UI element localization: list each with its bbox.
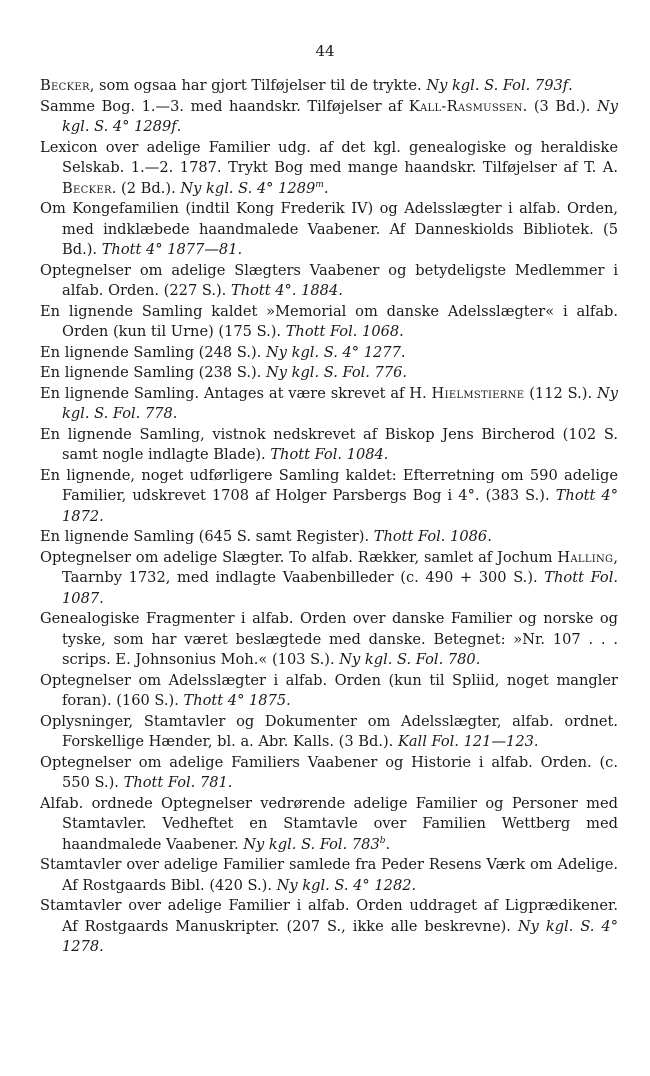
catalog-entry: [40, 712, 618, 753]
shelfmark: f: [562, 77, 569, 94]
person-name: Kall-Rasmussen: [408, 97, 523, 115]
entry-text: .: [568, 77, 573, 94]
catalog-entry: [40, 363, 618, 384]
catalog-entry: [40, 794, 618, 856]
entry-text: .: [176, 118, 182, 135]
catalog-entry: [40, 466, 618, 528]
catalog-entry: [40, 548, 618, 610]
shelfmark: Thott Fol. 1087.: [62, 569, 618, 607]
entry-text: En lignende Samling kaldet »Memorial om danske Adelsslægter« i alfab. Orden (kun til Urne) (175 S.).: [40, 302, 618, 340]
shelfmark: Thott Fol. 1086.: [373, 528, 492, 545]
catalog-entry: [40, 343, 618, 364]
shelfmark: Ny kgl. S. 4° 1278.: [62, 917, 618, 955]
shelfmark-superscript: b: [379, 835, 386, 846]
shelfmark: Ny kgl. S. 4° 1289: [180, 179, 316, 197]
entry-text: Om Kongefamilien (indtil Kong Frederik IV) og Adelsslægter i alfab. Orden, med indklæbede haandmalede Vaabener. Af Danneskiolds Bibliotek. (5 Bd.).: [40, 200, 618, 258]
catalog-entry: [40, 425, 618, 466]
person-name: Becker: [40, 77, 90, 94]
catalog-entry: [40, 527, 618, 548]
catalog-entry: [40, 261, 618, 302]
entry-text: (112 S.).: [524, 384, 597, 402]
catalog-entry: [40, 896, 618, 958]
shelfmark: Thott Fol. 781.: [123, 774, 233, 791]
entry-text: Oplysninger, Stamtavler og Dokumenter om Adelsslægter, alfab. ordnet. Forskellige Hænder, bl. a. Abr. Kalls. (3 Bd.).: [40, 712, 618, 750]
shelfmark: Thott 4° 1875.: [183, 692, 291, 709]
entry-text: En lignende Samling (248 S.).: [40, 343, 266, 361]
catalog-entry: [40, 753, 618, 794]
shelfmark: Ny kgl. S. Fol. 776.: [265, 364, 408, 381]
entry-text: Optegnelser om adelige Familiers Vaabener og Historie i alfab. Orden. (c. 550 S.).: [40, 753, 618, 791]
entry-text: Stamtavler over adelige Familier samlede fra Peder Resens Værk om Adelige. Af Rostgaards Bibl. (420 S.).: [40, 856, 618, 894]
shelfmark: Thott Fol. 1084.: [270, 446, 389, 463]
shelfmark: Ny kgl. S. Fol. 783: [243, 835, 380, 853]
person-name: Halling: [557, 548, 614, 566]
catalog-entry: [40, 384, 618, 425]
catalog-entry: [40, 609, 618, 671]
shelfmark: Ny kgl. S. Fol. 780.: [339, 651, 481, 668]
entry-text: Optegnelser om adelige Slægters Vaabener og betydeligste Medlemmer i alfab. Orden. (227 S.).: [40, 261, 618, 299]
catalog-entry: [40, 671, 618, 712]
entry-text: En lignende Samling (238 S.).: [40, 364, 266, 381]
entry-text: , som ogsaa har gjort Tilføjelser til de trykte.: [89, 77, 427, 94]
shelfmark: Ny kgl. S. 4° 1289: [62, 97, 618, 135]
shelfmark: f: [171, 118, 177, 135]
shelfmark: Ny kgl. S. 4° 1282.: [276, 876, 417, 894]
shelfmark: Thott Fol. 1068.: [285, 323, 404, 340]
person-name: Hielmstierne: [431, 384, 525, 402]
entry-text: .: [385, 835, 391, 853]
shelfmark: Kall Fol. 121—123.: [397, 733, 539, 750]
page-number: 44: [315, 42, 335, 60]
shelfmark: Ny kgl. S. Fol. 778.: [62, 384, 618, 422]
entry-text: , Taarnby 1732, med indlagte Vaabenbilleder (c. 490 + 300 S.).: [62, 548, 618, 586]
shelfmark: Thott 4° 1872.: [62, 487, 618, 525]
catalog-entry: [40, 855, 618, 896]
entry-text: En lignende Samling. Antages at være skrevet af H.: [40, 384, 432, 402]
catalog-entry: [40, 76, 618, 97]
catalog-entries: [40, 76, 618, 958]
catalog-entry: [40, 97, 618, 138]
shelfmark-superscript: m: [315, 179, 324, 190]
shelfmark: Thott 4° 1877—81.: [101, 241, 243, 258]
entry-text: Samme Bog. 1.—3. med haandskr. Tilføjelser af: [40, 97, 409, 115]
entry-text: Lexicon over adelige Familier udg. af det kgl. genealogiske og heraldiske Selskab. 1.—2. 1787. Trykt Bog med mange haandskr. Tilføjelser af T. A.: [40, 138, 618, 176]
shelfmark: Ny kgl. S. 4° 1277.: [265, 343, 406, 361]
entry-text: . (3 Bd.).: [522, 97, 597, 115]
entry-text: . (2 Bd.).: [111, 179, 181, 197]
catalog-entry: [40, 138, 618, 200]
catalog-entry: [40, 199, 618, 261]
entry-text: Alfab. ordnede Optegnelser vedrørende adelige Familier og Personer med Stamtavler. Vedheftet en Stamtavle over Familien Wettberg med haandmalede Vaabener.: [40, 794, 618, 853]
entry-text: .: [323, 179, 329, 197]
entry-text: En lignende Samling, vistnok nedskrevet af Biskop Jens Bircherod (102 S. samt nogle indlagte Blade).: [40, 425, 618, 463]
entry-text: Genealogiske Fragmenter i alfab. Orden over danske Familier og norske og tyske, som har været beslægtede med danske. Betegnet: »Nr. 107 . . . scrips. E. Johnsonius Moh.« (103 S.).: [40, 610, 618, 668]
catalog-entry: [40, 302, 618, 343]
person-name: Becker: [62, 179, 112, 197]
entry-text: En lignende, noget udførligere Samling kaldet: Efterretning om 590 adelige Familier, udskrevet 1708 af Holger Parsbergs Bog i 4°. (383 S.).: [40, 466, 618, 504]
entry-text: En lignende Samling (645 S. samt Register).: [40, 528, 374, 545]
shelfmark: Thott 4°. 1884.: [230, 282, 343, 299]
entry-text: Stamtavler over adelige Familier i alfab. Orden uddraget af Ligprædikener. Af Rostgaards Manuskripter. (207 S., ikke alle beskrevne).: [40, 897, 618, 935]
entry-text: Optegnelser om adelige Slægter. To alfab. Rækker, samlet af Jochum: [40, 548, 558, 566]
shelfmark: Ny kgl. S. Fol. 793: [426, 77, 563, 94]
entry-text: Optegnelser om Adelsslægter i alfab. Orden (kun til Spliid, noget mangler foran). (160 S.).: [40, 671, 618, 709]
